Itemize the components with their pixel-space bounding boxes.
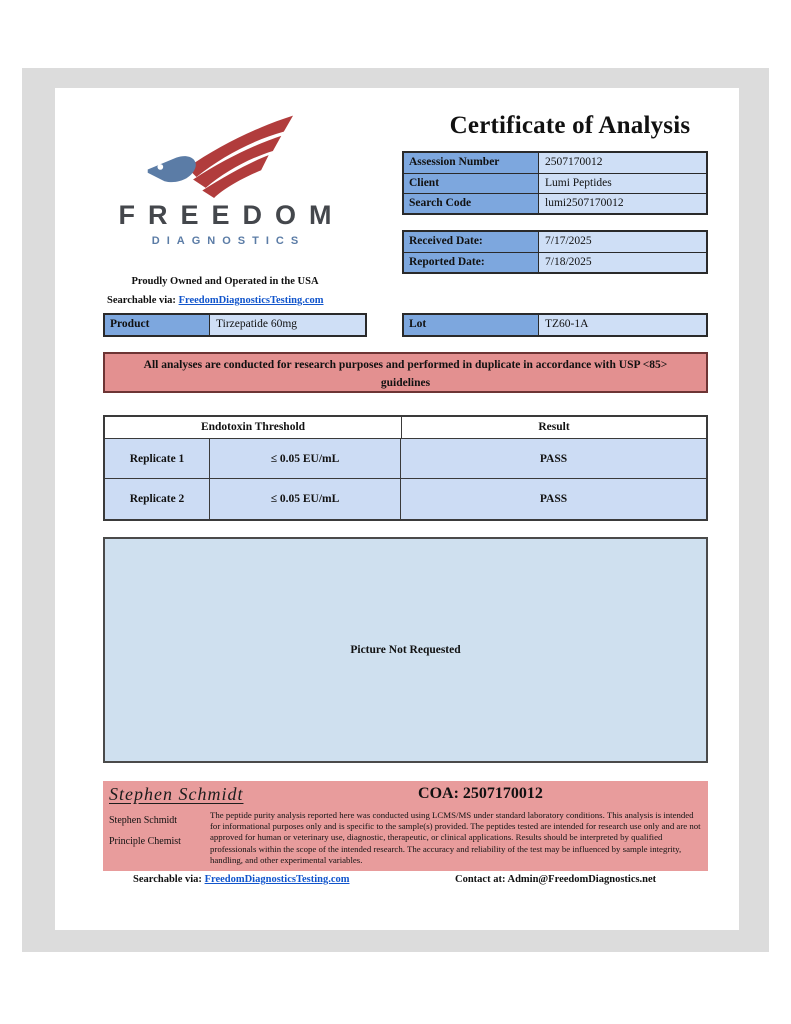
product-value: Tirzepatide 60mg <box>210 315 365 335</box>
replicate-1-result: PASS <box>539 452 568 465</box>
searchable-link[interactable]: FreedomDiagnosticsTesting.com <box>178 295 324 306</box>
table-row <box>404 252 706 272</box>
table-row <box>404 232 706 252</box>
received-date-label: Received Date: <box>404 232 539 252</box>
replicate-2-result: PASS <box>539 493 568 505</box>
endotoxin-threshold-header: Endotoxin Threshold <box>105 417 402 438</box>
eagle-flag-icon <box>140 114 310 198</box>
results-header-row <box>105 417 706 438</box>
disclaimer-text: The peptide purity analysis reported here was conducted using LCMS/MS under standard laboratory conditions. This analysis is intended for informational purposes only and is specific to the sample(s) provided. The peptides tested are intended for research use only and are not approved for human or veterinary use, diagnostic, therapeutic, or clinical applications. Results should be interpreted by qualified professionals within the scope of the intended research. The accuracy and reliability of the test may be influenced by sample integrity, handling, and other experimental variables. <box>210 810 701 865</box>
lot-table <box>402 313 708 337</box>
table-row <box>105 478 706 519</box>
company-logo <box>100 114 350 247</box>
table-row <box>105 315 365 335</box>
page-title: Certificate of Analysis <box>449 112 691 139</box>
footer-searchable-link[interactable]: FreedomDiagnosticsTesting.com <box>204 874 350 885</box>
footer-searchable-label: Searchable via: <box>133 874 202 885</box>
product-label: Product <box>105 315 210 335</box>
reported-date-label: Reported Date: <box>404 253 539 272</box>
replicate-2-threshold: ≤ 0.05 EU/mL <box>210 479 401 519</box>
logo-brand-text: FREEDOM <box>118 200 345 230</box>
accession-info-table <box>402 151 708 215</box>
table-row <box>404 173 706 193</box>
table-row <box>404 193 706 213</box>
product-table <box>103 313 367 337</box>
replicate-1-threshold: ≤ 0.05 EU/mL <box>210 439 401 478</box>
picture-placeholder <box>103 537 708 763</box>
endotoxin-results-table <box>103 415 708 521</box>
result-header: Result <box>538 421 570 433</box>
accession-number-label: Assession Number <box>404 153 539 173</box>
tagline: Proudly Owned and Operated in the USA <box>131 276 319 287</box>
accession-number-value: 2507170012 <box>539 153 706 173</box>
client-label: Client <box>404 174 539 193</box>
table-row <box>105 438 706 478</box>
dates-table <box>402 230 708 274</box>
replicate-2-label: Replicate 2 <box>105 479 210 519</box>
footer-contact: Contact at: Admin@FreedomDiagnostics.net <box>455 874 657 885</box>
client-value: Lumi Peptides <box>539 174 706 193</box>
coa-number-title: COA: 2507170012 <box>418 785 543 802</box>
lot-label: Lot <box>404 315 539 335</box>
searchable-label: Searchable via: <box>107 295 176 306</box>
page-frame <box>22 68 769 952</box>
research-use-notice: All analyses are conducted for research purposes and performed in duplicate in accordance with USP <85> guidelines <box>103 352 708 393</box>
received-date-value: 7/17/2025 <box>539 232 706 252</box>
chemist-role: Principle Chemist <box>109 836 181 847</box>
search-code-value: lumi2507170012 <box>539 194 706 213</box>
signature-block <box>103 781 708 871</box>
signature-script: Stephen Schmidt <box>109 784 244 804</box>
search-code-label: Search Code <box>404 194 539 213</box>
footer-searchable-line <box>133 874 350 885</box>
table-row <box>404 315 706 335</box>
replicate-1-label: Replicate 1 <box>105 439 210 478</box>
logo-subtitle-text: DIAGNOSTICS <box>151 235 306 247</box>
reported-date-value: 7/18/2025 <box>539 253 706 272</box>
lot-value: TZ60-1A <box>539 315 706 335</box>
chemist-name: Stephen Schmidt <box>109 815 178 826</box>
table-row <box>404 153 706 173</box>
picture-placeholder-text: Picture Not Requested <box>350 644 461 656</box>
certificate-page <box>55 88 739 930</box>
searchable-line-top <box>107 295 324 306</box>
